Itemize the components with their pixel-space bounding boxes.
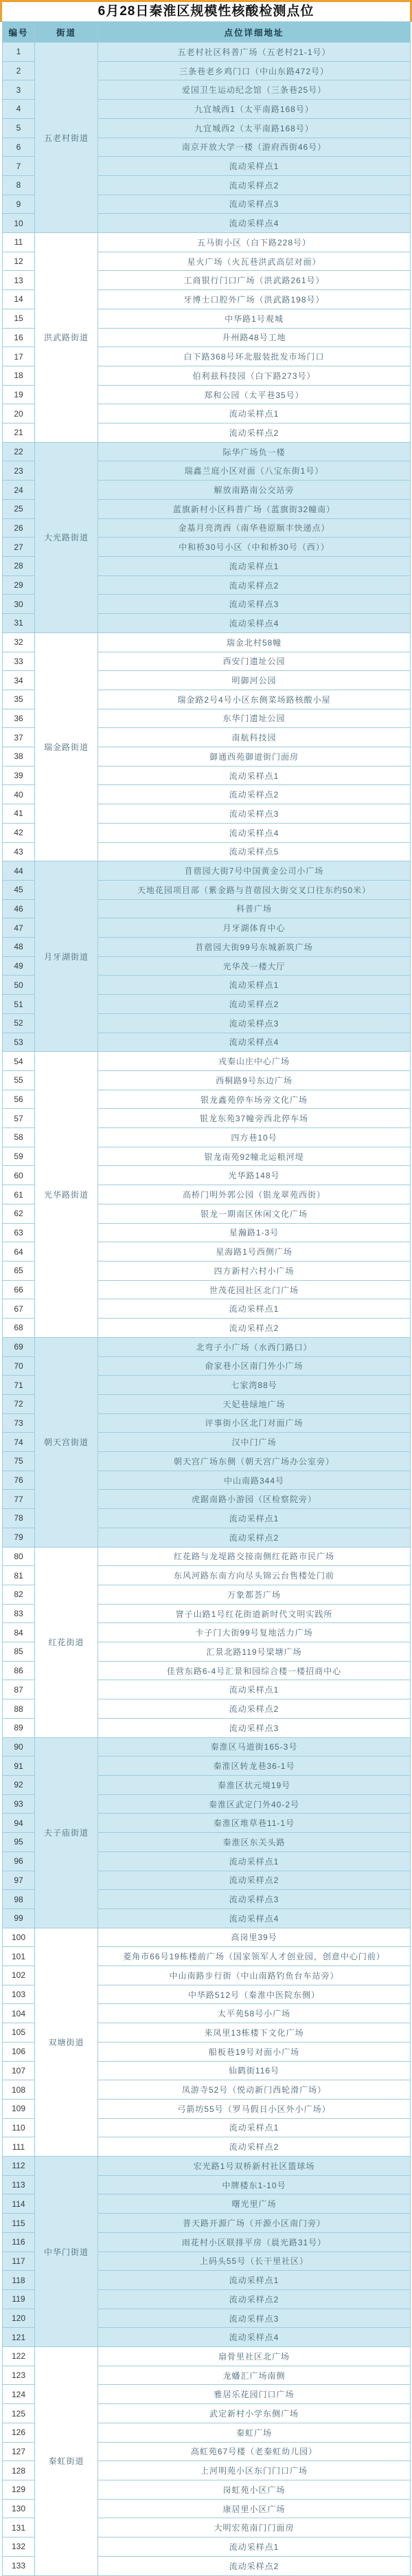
row-number-cell: 105 xyxy=(3,2023,35,2043)
page-title: 6月28日秦淮区规模性核酸检测点位 xyxy=(98,4,314,19)
row-number-cell: 87 xyxy=(3,1680,35,1699)
address-cell: 流动采样点2 xyxy=(98,1699,411,1719)
row-number-cell: 78 xyxy=(3,1509,35,1528)
row-number-cell: 65 xyxy=(3,1262,35,1281)
row-number-cell: 42 xyxy=(3,823,35,842)
address-cell: 银龙南苑92幢北运粮河堤 xyxy=(98,1147,411,1166)
row-number-cell: 112 xyxy=(3,2157,35,2176)
address-cell: 流动采样点2 xyxy=(98,785,411,804)
address-cell: 西桐路9号东边广场 xyxy=(98,1070,411,1090)
row-number-cell: 68 xyxy=(3,1319,35,1338)
row-number-cell: 60 xyxy=(3,1166,35,1185)
row-number-cell: 59 xyxy=(3,1147,35,1166)
address-cell: 南航科技园 xyxy=(98,728,411,747)
address-cell: 明御河公园 xyxy=(98,671,411,690)
row-number-cell: 81 xyxy=(3,1566,35,1585)
row-number-cell: 95 xyxy=(3,1833,35,1852)
address-cell: 流动采样点4 xyxy=(98,614,411,633)
row-number-cell: 34 xyxy=(3,671,35,690)
row-number-cell: 21 xyxy=(3,423,35,443)
address-cell: 银龙东苑37幢旁西北停车场 xyxy=(98,1109,411,1128)
street-cell: 秦虹街道 xyxy=(35,2347,98,2575)
row-number-cell: 27 xyxy=(3,538,35,557)
address-cell: 秦淮区状元境19号 xyxy=(98,1775,411,1794)
address-cell: 戎秦山庄中心广场 xyxy=(98,1052,411,1071)
row-number-cell: 117 xyxy=(3,2252,35,2271)
row-number-cell: 101 xyxy=(3,1947,35,1966)
row-number-cell: 13 xyxy=(3,271,35,290)
address-cell: 红花路与龙堤路交接南侧红花路市民广场 xyxy=(98,1547,411,1566)
address-cell: 康居里小区广场 xyxy=(98,2499,411,2518)
row-number-cell: 121 xyxy=(3,2328,35,2347)
address-cell: 岗虹苑小区广场 xyxy=(98,2480,411,2500)
row-number-cell: 35 xyxy=(3,690,35,709)
row-number-cell: 25 xyxy=(3,499,35,518)
address-cell: 流动采样点2 xyxy=(98,1528,411,1547)
row-number-cell: 127 xyxy=(3,2442,35,2461)
row-number-cell: 2 xyxy=(3,61,35,80)
row-number-cell: 120 xyxy=(3,2309,35,2328)
row-number-cell: 39 xyxy=(3,766,35,785)
address-cell: 流动采样点1 xyxy=(98,157,411,176)
row-number-cell: 103 xyxy=(3,1985,35,2004)
address-cell: 流动采样点2 xyxy=(98,575,411,595)
address-cell: 秦淮区堆草巷11-1号 xyxy=(98,1814,411,1833)
address-cell: 秦淮区马道街165-3号 xyxy=(98,1737,411,1757)
row-number-cell: 99 xyxy=(3,1908,35,1928)
row-number-cell: 55 xyxy=(3,1070,35,1090)
address-cell: 仙鹤街116号 xyxy=(98,2061,411,2080)
row-number-cell: 3 xyxy=(3,80,35,100)
address-cell: 流动采样点2 xyxy=(98,995,411,1014)
address-cell: 秦淮区武定门外40-2号 xyxy=(98,1794,411,1814)
street-cell: 月牙湖街道 xyxy=(35,861,98,1052)
address-cell: 弓箭坊55号（罗马假日小区外小广场） xyxy=(98,2099,411,2118)
row-number-cell: 63 xyxy=(3,1223,35,1242)
address-cell: 五老村社区科普广场（五老村21-1号） xyxy=(98,43,411,62)
row-number-cell: 33 xyxy=(3,652,35,671)
address-cell: 伯利兹科技园（白下路273号） xyxy=(98,366,411,385)
table-row xyxy=(3,1337,411,1356)
row-number-cell: 16 xyxy=(3,328,35,347)
table-row xyxy=(3,1052,411,1071)
street-cell: 瑞金路街道 xyxy=(35,632,98,861)
address-cell: 流动采样点1 xyxy=(98,404,411,423)
row-number-cell: 132 xyxy=(3,2538,35,2557)
table-row xyxy=(3,2157,411,2176)
row-number-cell: 83 xyxy=(3,1604,35,1623)
row-number-cell: 36 xyxy=(3,709,35,728)
address-cell: 流动采样点4 xyxy=(98,1908,411,1928)
address-cell: 流动采样点4 xyxy=(98,823,411,842)
row-number-cell: 82 xyxy=(3,1585,35,1604)
row-number-cell: 6 xyxy=(3,137,35,157)
address-cell: 流动采样点1 xyxy=(98,1851,411,1871)
address-cell: 万象都荟广场 xyxy=(98,1585,411,1604)
address-cell: 流动采样点4 xyxy=(98,1033,411,1052)
address-cell: 流动采样点2 xyxy=(98,2556,411,2575)
address-cell: 普天路开源广场（开源小区南门旁） xyxy=(98,2214,411,2233)
address-cell: 俞家巷小区南门外小广场 xyxy=(98,1356,411,1376)
address-cell: 菱角市66号19栋楼前广场（国家领军人才创业园，创意中心门前） xyxy=(98,1947,411,1966)
row-number-cell: 51 xyxy=(3,995,35,1014)
row-number-cell: 50 xyxy=(3,976,35,995)
address-cell: 苜蓿园大街99号东城新筑广场 xyxy=(98,938,411,957)
row-number-cell: 23 xyxy=(3,461,35,481)
address-cell: 虎踞南路小游园（区检察院旁） xyxy=(98,1490,411,1509)
row-number-cell: 122 xyxy=(3,2347,35,2366)
address-cell: 流动采样点1 xyxy=(98,2271,411,2290)
address-cell: 九宜城西1（太平南路168号） xyxy=(98,100,411,119)
address-cell: 西安门遗址公园 xyxy=(98,652,411,671)
street-cell: 中华门街道 xyxy=(35,2157,98,2347)
address-cell: 中牌楼东1-10号 xyxy=(98,2175,411,2194)
address-cell: 流动采样点3 xyxy=(98,1718,411,1737)
address-cell: 流动采样点5 xyxy=(98,842,411,861)
address-cell: 朝天宫广场东侧（朝天宫广场办公室旁） xyxy=(98,1452,411,1471)
row-number-cell: 73 xyxy=(3,1413,35,1433)
address-cell: 四方新村六村小广场 xyxy=(98,1262,411,1281)
address-cell: 宏光路1号双桥新村社区篮球场 xyxy=(98,2157,411,2176)
row-number-cell: 90 xyxy=(3,1737,35,1757)
address-cell: 五马街小区（白下路228号） xyxy=(98,233,411,252)
row-number-cell: 128 xyxy=(3,2461,35,2480)
address-cell: 四方巷10号 xyxy=(98,1128,411,1147)
row-number-cell: 47 xyxy=(3,918,35,938)
address-cell: 流动采样点4 xyxy=(98,2328,411,2347)
address-cell: 流动采样点1 xyxy=(98,556,411,575)
row-number-cell: 100 xyxy=(3,1928,35,1947)
row-number-cell: 72 xyxy=(3,1394,35,1413)
street-cell: 双塘街道 xyxy=(35,1928,98,2156)
address-cell: 流动采样点1 xyxy=(98,766,411,785)
row-number-cell: 31 xyxy=(3,614,35,633)
row-number-cell: 70 xyxy=(3,1356,35,1376)
row-number-cell: 5 xyxy=(3,118,35,137)
address-cell: 郑和公园（太平巷35号） xyxy=(98,385,411,404)
address-cell: 牙博士口腔外广场（洪武路198号） xyxy=(98,290,411,309)
address-cell: 御通西苑御道街门面房 xyxy=(98,747,411,767)
address-cell: 高岗里39号 xyxy=(98,1928,411,1947)
address-cell: 流动采样点2 xyxy=(98,1871,411,1890)
street-cell: 光华路街道 xyxy=(35,1052,98,1338)
table-row xyxy=(3,2347,411,2366)
row-number-cell: 41 xyxy=(3,804,35,824)
row-number-cell: 54 xyxy=(3,1052,35,1071)
row-number-cell: 12 xyxy=(3,252,35,271)
address-cell: 流动采样点2 xyxy=(98,423,411,443)
row-number-cell: 4 xyxy=(3,100,35,119)
row-number-cell: 62 xyxy=(3,1204,35,1223)
row-number-cell: 15 xyxy=(3,309,35,328)
address-cell: 扇骨里社区北广场 xyxy=(98,2347,411,2366)
address-cell: 流动采样点3 xyxy=(98,804,411,824)
table-row xyxy=(3,43,411,62)
address-cell: 雅居乐花园门口广场 xyxy=(98,2385,411,2404)
address-cell: 中和桥30号小区（中和桥30号（西）） xyxy=(98,538,411,557)
row-number-cell: 84 xyxy=(3,1623,35,1642)
row-number-cell: 18 xyxy=(3,366,35,385)
address-cell: 苜蓿园大街7号中国黄金公司小广场 xyxy=(98,861,411,881)
row-number-cell: 58 xyxy=(3,1128,35,1147)
address-cell: 爱国卫生运动纪念馆（三条巷25号） xyxy=(98,80,411,100)
row-number-cell: 32 xyxy=(3,632,35,652)
row-number-cell: 30 xyxy=(3,595,35,614)
row-number-cell: 111 xyxy=(3,2137,35,2157)
table-row xyxy=(3,233,411,252)
row-number-cell: 45 xyxy=(3,880,35,899)
address-cell: 解放南路南公交站旁 xyxy=(98,481,411,500)
address-cell: 中华路512号（秦淮中医院东侧） xyxy=(98,1985,411,2004)
row-number-cell: 49 xyxy=(3,956,35,976)
address-cell: 流动采样点4 xyxy=(98,214,411,233)
address-cell: 天妃巷绿地广场 xyxy=(98,1394,411,1413)
row-number-cell: 48 xyxy=(3,938,35,957)
street-cell: 夫子庙街道 xyxy=(35,1737,98,1928)
row-number-cell: 107 xyxy=(3,2061,35,2080)
table-row xyxy=(3,1928,411,1947)
row-number-cell: 106 xyxy=(3,2042,35,2061)
address-cell: 际华广场负一楼 xyxy=(98,442,411,461)
address-cell: 世茂花园社区北门广场 xyxy=(98,1280,411,1299)
row-number-cell: 9 xyxy=(3,195,35,214)
row-number-cell: 86 xyxy=(3,1661,35,1680)
address-cell: 秦虹广场 xyxy=(98,2423,411,2442)
row-number-cell: 88 xyxy=(3,1699,35,1719)
row-number-cell: 98 xyxy=(3,1890,35,1909)
table-row xyxy=(3,1547,411,1566)
address-cell: 东风河路东南方向尽头锦云台售楼处门前 xyxy=(98,1566,411,1585)
row-number-cell: 104 xyxy=(3,2004,35,2023)
row-number-cell: 124 xyxy=(3,2385,35,2404)
row-number-cell: 53 xyxy=(3,1033,35,1052)
address-cell: 中山南路步行街（中山南路钓鱼台车站旁） xyxy=(98,1966,411,1985)
row-number-cell: 71 xyxy=(3,1376,35,1395)
row-number-cell: 22 xyxy=(3,442,35,461)
row-number-cell: 29 xyxy=(3,575,35,595)
row-number-cell: 102 xyxy=(3,1966,35,1985)
address-cell: 凤游寺52号（悦动新门西轮滑广场） xyxy=(98,2080,411,2100)
address-cell: 白下路368号环北服装批发市场门口 xyxy=(98,347,411,366)
row-number-cell: 93 xyxy=(3,1794,35,1814)
row-number-cell: 91 xyxy=(3,1757,35,1776)
address-cell: 三条巷老乡鸡门口（中山东路472号） xyxy=(98,61,411,80)
row-number-cell: 123 xyxy=(3,2366,35,2385)
table-row xyxy=(3,1737,411,1757)
row-number-cell: 97 xyxy=(3,1871,35,1890)
street-cell: 五老村街道 xyxy=(35,43,98,233)
row-number-cell: 80 xyxy=(3,1547,35,1566)
row-number-cell: 85 xyxy=(3,1642,35,1662)
address-cell: 星瀚路1-3号 xyxy=(98,1223,411,1242)
address-cell: 中华路1号观城 xyxy=(98,309,411,328)
address-cell: 南京开放大学一楼（游府西街46号） xyxy=(98,137,411,157)
row-number-cell: 11 xyxy=(3,233,35,252)
row-number-cell: 8 xyxy=(3,175,35,195)
row-number-cell: 129 xyxy=(3,2480,35,2500)
row-number-cell: 56 xyxy=(3,1090,35,1109)
street-cell: 大光路街道 xyxy=(35,442,98,632)
row-number-cell: 64 xyxy=(3,1242,35,1262)
address-cell: 天地花园项目部（紫金路与苜蓿园大街交叉口往东约50米） xyxy=(98,880,411,899)
address-cell: 卡子门大街99号复地活力广场 xyxy=(98,1623,411,1642)
address-cell: 流动采样点1 xyxy=(98,2118,411,2137)
row-number-cell: 110 xyxy=(3,2118,35,2137)
row-number-cell: 74 xyxy=(3,1433,35,1452)
address-cell: 佳营东路6-4号汇景和园综合楼一楼招商中心 xyxy=(98,1661,411,1680)
address-cell: 流动采样点3 xyxy=(98,1890,411,1909)
street-cell: 洪武路街道 xyxy=(35,233,98,443)
address-cell: 武定新村小学东侧广场 xyxy=(98,2404,411,2423)
row-number-cell: 19 xyxy=(3,385,35,404)
address-cell: 月牙湖体育中心 xyxy=(98,918,411,938)
address-cell: 银龙一期南区休闲文化广场 xyxy=(98,1204,411,1223)
row-number-cell: 79 xyxy=(3,1528,35,1547)
address-cell: 流动采样点3 xyxy=(98,195,411,214)
header-row xyxy=(3,22,411,43)
address-cell: 流动采样点3 xyxy=(98,2309,411,2328)
address-cell: 七家湾88号 xyxy=(98,1376,411,1395)
address-cell: 光华路148号 xyxy=(98,1166,411,1185)
address-cell: 窨子山路1号红花街道新时代文明实践所 xyxy=(98,1604,411,1623)
row-number-cell: 133 xyxy=(3,2556,35,2575)
row-number-cell: 20 xyxy=(3,404,35,423)
row-number-cell: 61 xyxy=(3,1185,35,1204)
address-cell: 船板巷19号对面小广场 xyxy=(98,2042,411,2061)
address-cell: 评事街小区北门对面广场 xyxy=(98,1413,411,1433)
row-number-cell: 44 xyxy=(3,861,35,881)
address-cell: 上码头55号（长干里社区） xyxy=(98,2252,411,2271)
address-cell: 蓝旗新村小区科普广场（蓝旗街32幢南） xyxy=(98,499,411,518)
address-cell: 金基月亮湾西（南华巷原顺丰快递点） xyxy=(98,518,411,538)
address-cell: 中山南路344号 xyxy=(98,1471,411,1490)
address-cell: 秦淮区转龙巷36-1号 xyxy=(98,1757,411,1776)
col-header-address: 点位详细地址 xyxy=(98,22,411,43)
address-cell: 瑞金北村58幢 xyxy=(98,632,411,652)
address-cell: 秦淮区东关头路 xyxy=(98,1833,411,1852)
street-cell: 红花街道 xyxy=(35,1547,98,1737)
row-number-cell: 109 xyxy=(3,2099,35,2118)
row-number-cell: 77 xyxy=(3,1490,35,1509)
row-number-cell: 89 xyxy=(3,1718,35,1737)
address-cell: 流动采样点2 xyxy=(98,175,411,195)
address-cell: 上河明苑小区东门门口广场 xyxy=(98,2461,411,2480)
address-cell: 汉中门广场 xyxy=(98,1433,411,1452)
address-cell: 瑞金路2号4号小区东侧菜场路核酸小屋 xyxy=(98,690,411,709)
notice-sheet xyxy=(2,2,410,2576)
row-number-cell: 69 xyxy=(3,1337,35,1356)
row-number-cell: 118 xyxy=(3,2271,35,2290)
address-cell: 光华茂一楼大厅 xyxy=(98,956,411,976)
row-number-cell: 115 xyxy=(3,2214,35,2233)
address-cell: 科普广场 xyxy=(98,899,411,918)
table-row xyxy=(3,442,411,461)
row-number-cell: 14 xyxy=(3,290,35,309)
row-number-cell: 7 xyxy=(3,157,35,176)
address-cell: 流动采样点1 xyxy=(98,2538,411,2557)
address-cell: 大明宏苑南门门面房 xyxy=(98,2518,411,2538)
address-cell: 流动采样点2 xyxy=(98,2137,411,2157)
row-number-cell: 119 xyxy=(3,2289,35,2309)
row-number-cell: 38 xyxy=(3,747,35,767)
row-number-cell: 52 xyxy=(3,1013,35,1033)
col-header-street: 街道 xyxy=(35,22,98,43)
row-number-cell: 108 xyxy=(3,2080,35,2100)
row-number-cell: 75 xyxy=(3,1452,35,1471)
address-cell: 星海路1号西侧广场 xyxy=(98,1242,411,1262)
row-number-cell: 28 xyxy=(3,556,35,575)
row-number-cell: 1 xyxy=(3,43,35,62)
row-number-cell: 10 xyxy=(3,214,35,233)
address-cell: 流动采样点1 xyxy=(98,976,411,995)
table-row xyxy=(3,632,411,652)
table-row xyxy=(3,861,411,881)
address-cell: 流动采样点1 xyxy=(98,1299,411,1319)
address-cell: 九宜城西2（太平南路168号） xyxy=(98,118,411,137)
address-cell: 流动采样点2 xyxy=(98,1319,411,1338)
address-cell: 星火广场（火瓦巷洪武高层对面） xyxy=(98,252,411,271)
row-number-cell: 46 xyxy=(3,899,35,918)
row-number-cell: 76 xyxy=(3,1471,35,1490)
address-cell: 流动采样点3 xyxy=(98,1013,411,1033)
address-cell: 银龙鑫苑停车场旁文化广场 xyxy=(98,1090,411,1109)
address-cell: 工商银行门口广场（洪武路261号） xyxy=(98,271,411,290)
testing-sites-table xyxy=(2,21,411,2576)
address-cell: 北弯子小广场（水西门路口） xyxy=(98,1337,411,1356)
row-number-cell: 131 xyxy=(3,2518,35,2538)
row-number-cell: 66 xyxy=(3,1280,35,1299)
row-number-cell: 37 xyxy=(3,728,35,747)
row-number-cell: 57 xyxy=(3,1109,35,1128)
row-number-cell: 125 xyxy=(3,2404,35,2423)
address-cell: 升州路48号工地 xyxy=(98,328,411,347)
address-cell: 流动采样点1 xyxy=(98,1509,411,1528)
address-cell: 汇景北路119号梁塘广场 xyxy=(98,1642,411,1662)
row-number-cell: 116 xyxy=(3,2232,35,2252)
row-number-cell: 96 xyxy=(3,1851,35,1871)
address-cell: 雨花村小区联排平房（晨光路31号） xyxy=(98,2232,411,2252)
address-cell: 东华门遗址公园 xyxy=(98,709,411,728)
address-cell: 流动采样点2 xyxy=(98,2289,411,2309)
row-number-cell: 126 xyxy=(3,2423,35,2442)
row-number-cell: 24 xyxy=(3,481,35,500)
row-number-cell: 114 xyxy=(3,2194,35,2214)
table-body xyxy=(3,43,411,2576)
address-cell: 高虹苑67号楼（老秦虹幼儿园） xyxy=(98,2442,411,2461)
row-number-cell: 67 xyxy=(3,1299,35,1319)
street-cell: 朝天宫街道 xyxy=(35,1337,98,1547)
address-cell: 曙光里广场 xyxy=(98,2194,411,2214)
address-cell: 来凤里13栋楼下文化广场 xyxy=(98,2023,411,2043)
row-number-cell: 17 xyxy=(3,347,35,366)
row-number-cell: 113 xyxy=(3,2175,35,2194)
row-number-cell: 26 xyxy=(3,518,35,538)
address-cell: 高桥门明外郭公园（银龙翠苑西街） xyxy=(98,1185,411,1204)
address-cell: 流动采样点3 xyxy=(98,595,411,614)
row-number-cell: 40 xyxy=(3,785,35,804)
row-number-cell: 92 xyxy=(3,1775,35,1794)
address-cell: 太平苑58号小广场 xyxy=(98,2004,411,2023)
row-number-cell: 94 xyxy=(3,1814,35,1833)
row-number-cell: 43 xyxy=(3,842,35,861)
row-number-cell: 130 xyxy=(3,2499,35,2518)
address-cell: 流动采样点1 xyxy=(98,1680,411,1699)
address-cell: 瑞鑫兰庭小区对面（八宝东街1号） xyxy=(98,461,411,481)
address-cell: 龙蟠汇广场南侧 xyxy=(98,2366,411,2385)
col-header-number: 编号 xyxy=(3,22,35,43)
